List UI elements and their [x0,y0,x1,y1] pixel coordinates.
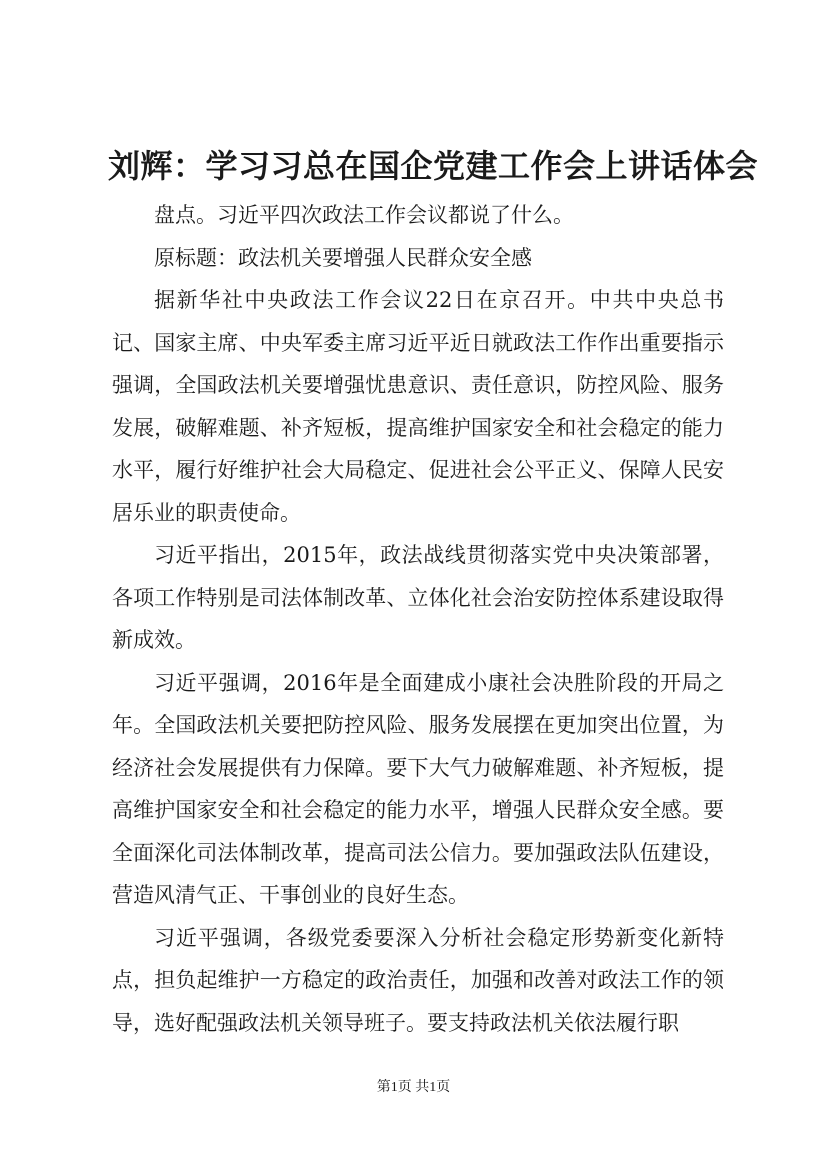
paragraph-6: 习近平强调，各级党委要深入分析社会稳定形势新变化新特点，担负起维护一方稳定的政治责任，加强和改善对政法工作的领导，选好配强政法机关领导班子。要支持政法机关依法履行职 [112,925,724,1035]
paragraph-3: 据新华社中央政法工作会议22日在京召开。中共中央总书记、国家主席、中央军委主席习近平近日就政法工作作出重要指示强调，全国政法机关要增强忧患意识、责任意识，防控风险、服务发展，破解难题、补齐短板，提高维护国家安全和社会稳定的能力水平，履行好维护社会大局稳定、促进社会公平正义、保障人民安居乐业的职责使命。 [112,288,724,525]
page-footer: 第1页 共1页 [376,1080,451,1095]
document-title: 刘辉：学习习总在国企党建工作会上讲话体会 [108,147,759,185]
paragraph-2: 原标题：政法机关要增强人民群众安全感 [154,245,532,270]
paragraph-1: 盘点。习近平四次政法工作会议都说了什么。 [154,203,574,227]
document-body [112,194,724,1044]
paragraph-4: 习近平指出，2015年，政法战线贯彻落实党中央决策部署，各项工作特别是司法体制改革、立体化社会治安防控体系建设取得新成效。 [112,543,724,652]
paragraph-5: 习近平强调，2016年是全面建成小康社会决胜阶段的开局之年。全国政法机关要把防控风险、服务发展摆在更加突出位置，为经济社会发展提供有力保障。要下大气力破解难题、补齐短板，提高维护国家安全和社会稳定的能力水平，增强人民群众安全感。要全面深化司法体制改革，提高司法公信力。要加强政法队伍建设，营造风清气正、干事创业的良好生态。 [112,670,724,907]
